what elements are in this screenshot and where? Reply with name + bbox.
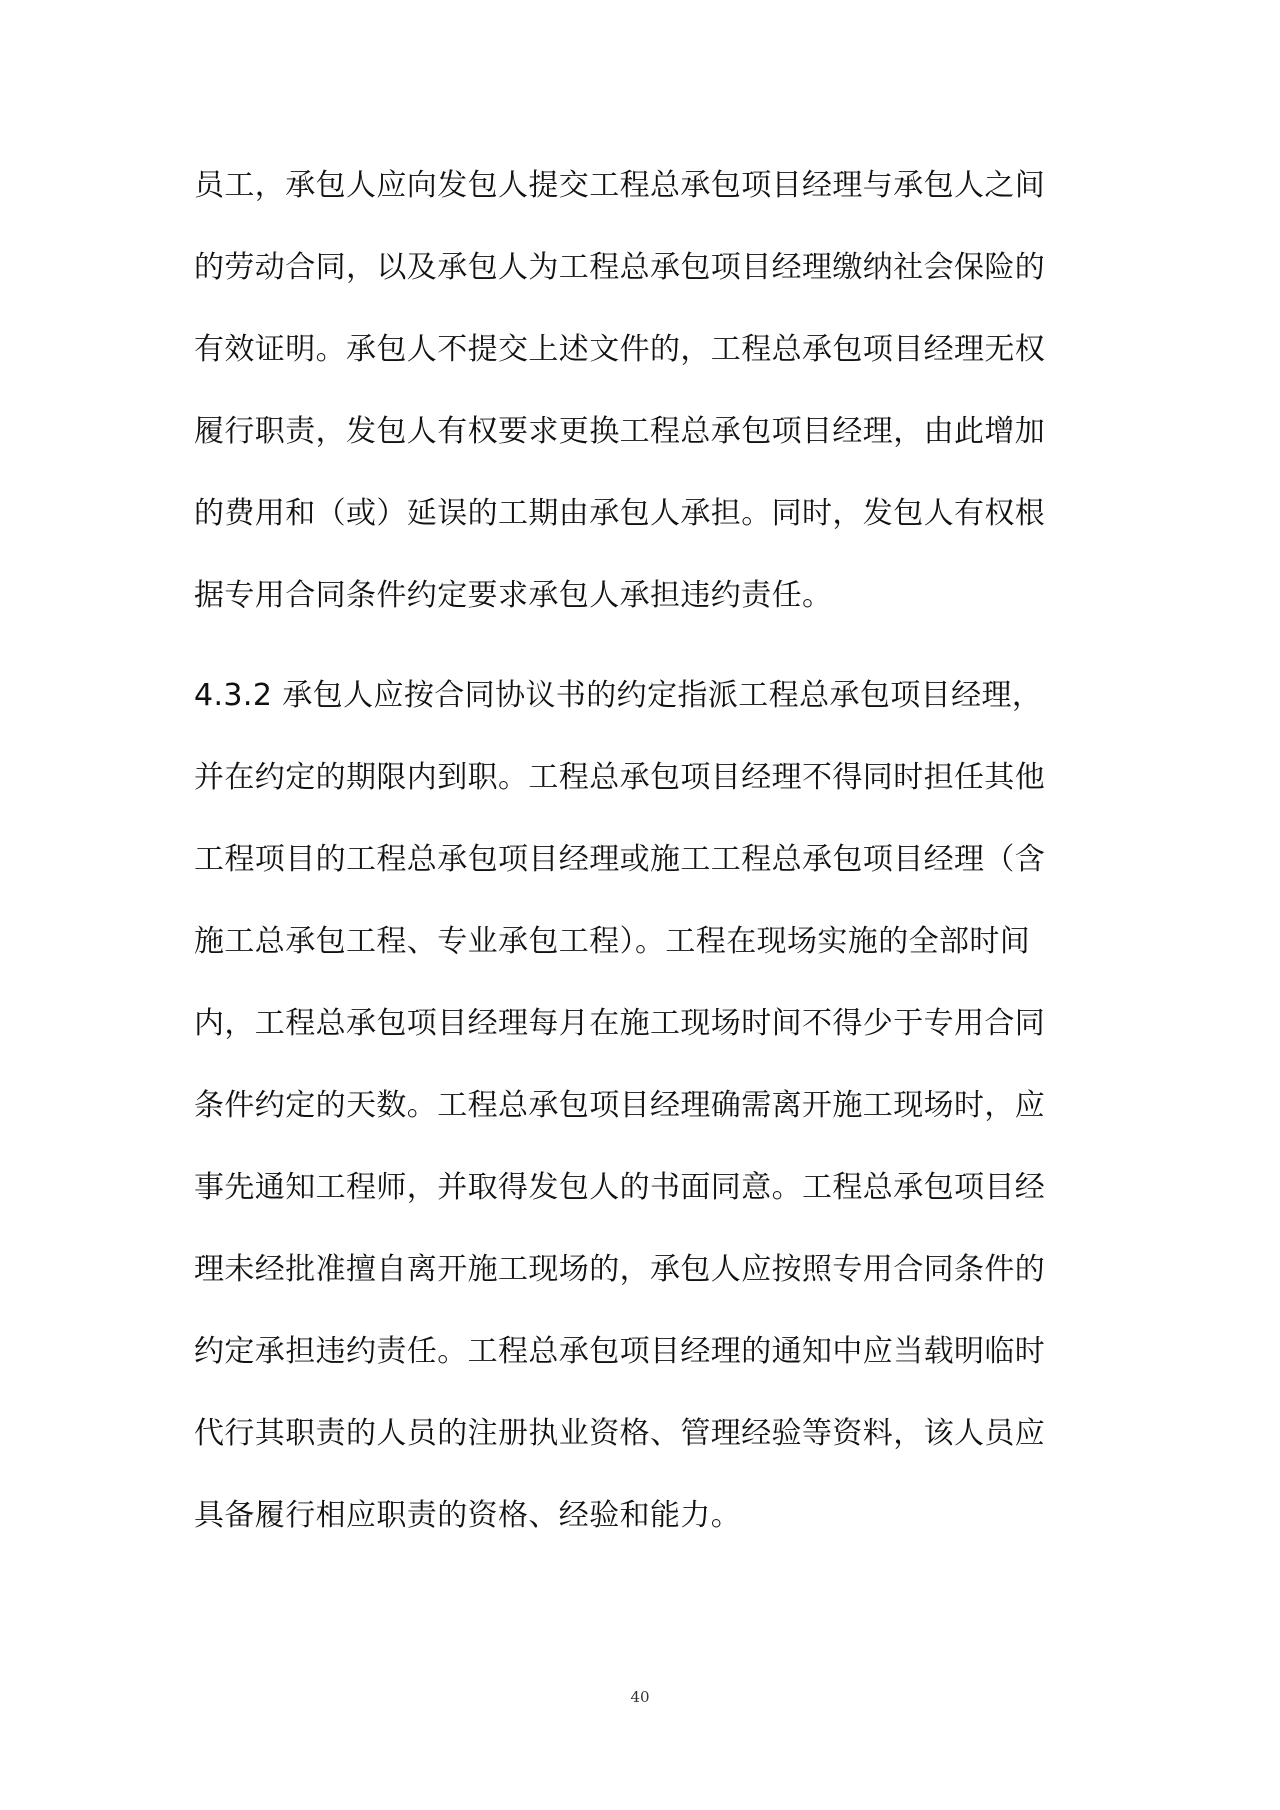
- text-line: 施工总承包工程、专业承包工程）。工程在现场实施的全部时间: [194, 924, 1031, 959]
- text-line: 代行其职责的人员的注册执业资格、管理经验等资料，该人员应: [194, 1416, 1046, 1451]
- page-number: 40: [630, 1688, 650, 1706]
- text-line: 履行职责，发包人有权要求更换工程总承包项目经理，由此增加: [194, 414, 1046, 449]
- text-line: 工程项目的工程总承包项目经理或施工工程总承包项目经理（含: [194, 842, 1046, 877]
- text-line: 有效证明。承包人不提交上述文件的，工程总承包项目经理无权: [194, 332, 1046, 367]
- text-line: 理未经批准擅自离开施工现场的，承包人应按照专用合同条件的: [194, 1252, 1046, 1287]
- text-line: 事先通知工程师，并取得发包人的书面同意。工程总承包项目经: [194, 1170, 1046, 1205]
- text-line: 据专用合同条件约定要求承包人承担违约责任。: [194, 578, 833, 613]
- text-line: 具备履行相应职责的资格、经验和能力。: [194, 1498, 742, 1533]
- text-line: 4.3.2 承包人应按合同协议书的约定指派工程总承包项目经理，: [194, 678, 1043, 713]
- text-line: 的费用和（或）延误的工期由承包人承担。同时，发包人有权根: [194, 496, 1046, 531]
- text-line: 约定承担违约责任。工程总承包项目经理的通知中应当载明临时: [194, 1334, 1046, 1369]
- text-line: 的劳动合同，以及承包人为工程总承包项目经理缴纳社会保险的: [194, 250, 1046, 285]
- text-line: 内，工程总承包项目经理每月在施工现场时间不得少于专用合同: [194, 1006, 1046, 1041]
- text-line: 员工，承包人应向发包人提交工程总承包项目经理与承包人之间: [194, 168, 1046, 203]
- text-line: 条件约定的天数。工程总承包项目经理确需离开施工现场时，应: [194, 1088, 1046, 1123]
- text-line: 并在约定的期限内到职。工程总承包项目经理不得同时担任其他: [194, 760, 1046, 795]
